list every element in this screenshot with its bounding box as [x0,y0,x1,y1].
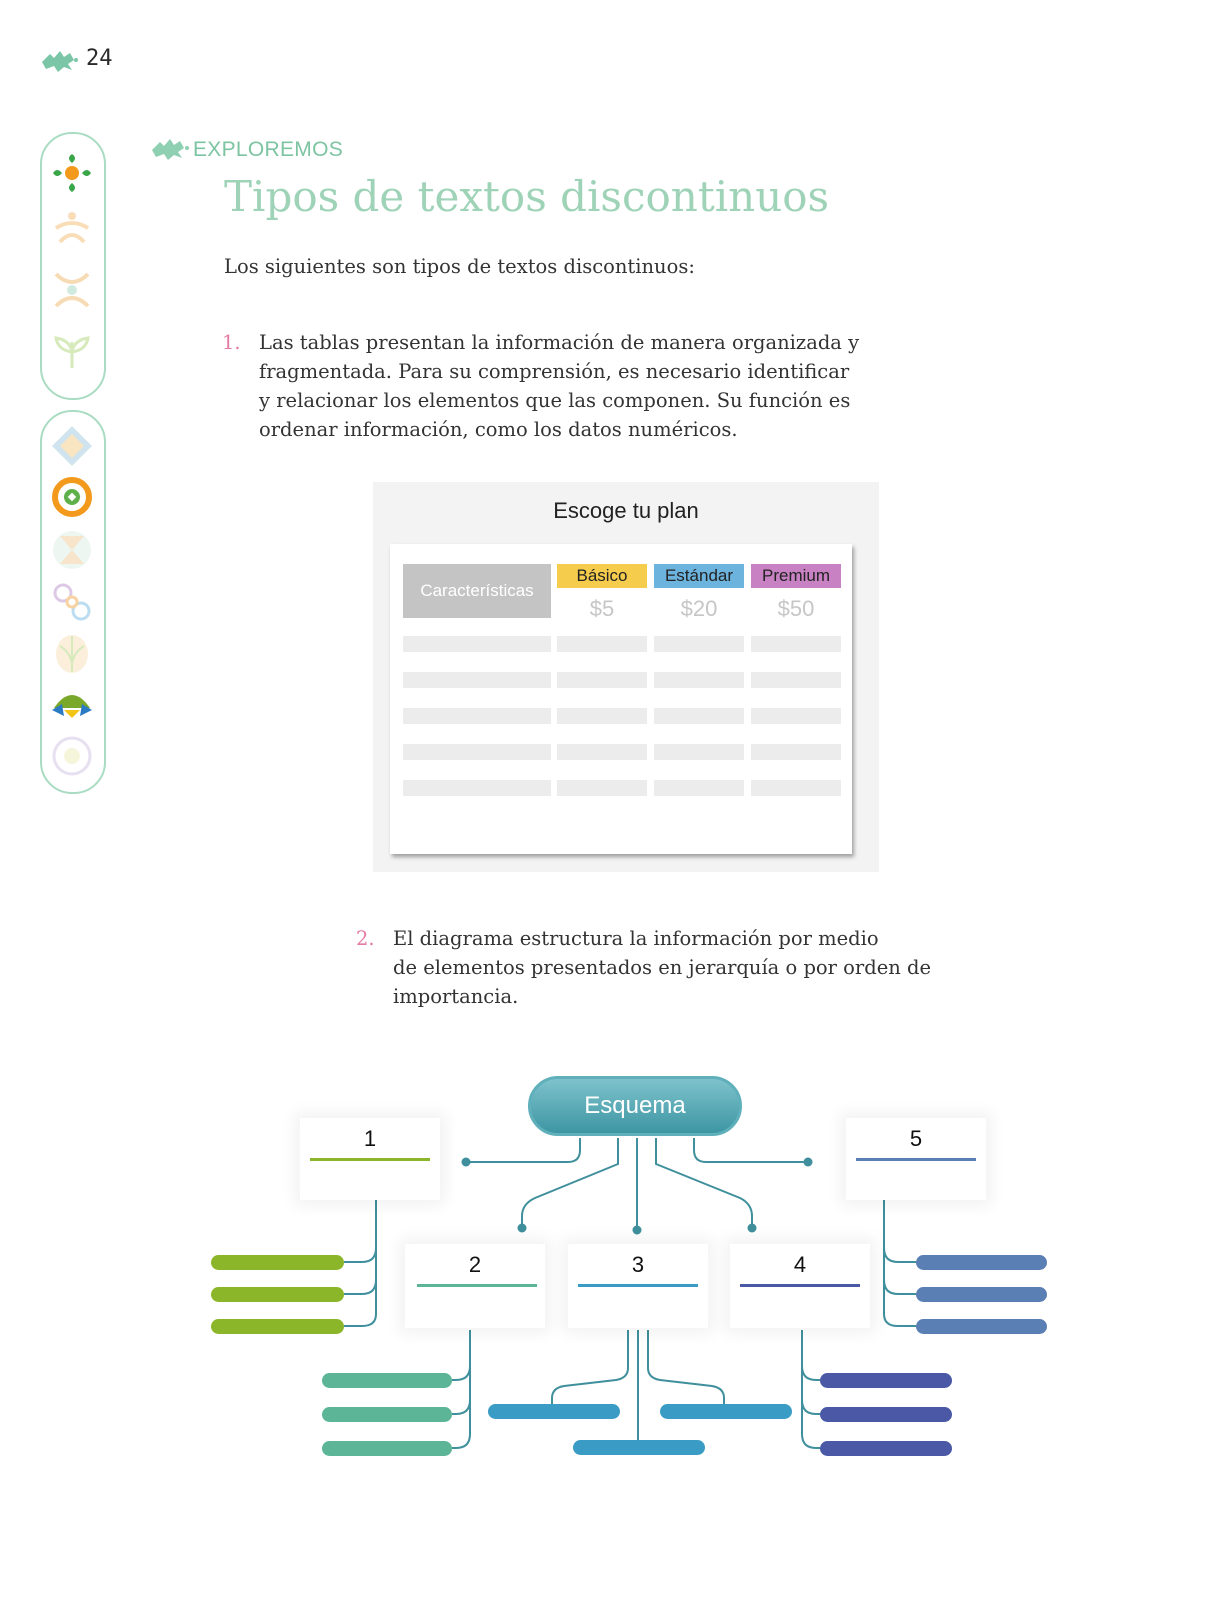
node-label: 3 [631,1252,645,1277]
section-label: EXPLOREMOS [193,138,344,161]
node-3-bar [573,1440,705,1455]
plan-price-premium: $50 [777,596,815,621]
node-underline [740,1284,860,1287]
plan-header-estandar: Estándar [654,564,744,588]
node-4-bar [820,1373,952,1388]
node-4-bar [820,1407,952,1422]
page-title: Tipos de textos discontinuos [224,172,830,221]
node-3-bar [488,1404,620,1419]
node-5-bar [916,1255,1047,1270]
page-number: 24 [86,46,113,71]
node-underline [578,1284,698,1287]
node-3-bar [660,1404,792,1419]
node-underline [856,1158,976,1161]
text-line: y relacionar los elementos que las componen. Su función es [259,389,851,412]
node-label: 5 [909,1126,923,1151]
node-2-bar [322,1407,452,1422]
intro-text: Los siguientes son tipos de textos discontinuos: [224,255,695,278]
text-line: de elementos presentados en jerarquía o por orden de [393,956,932,979]
node-5-bar [916,1319,1047,1334]
node-1-bar [211,1255,344,1270]
node-underline [417,1284,537,1287]
plan-table-title: Escoge tu plan [553,498,699,523]
diagram-node-2 [405,1244,545,1328]
node-5-bar [916,1287,1047,1302]
node-label: 4 [793,1252,807,1277]
node-4-bar [820,1441,952,1456]
text-line: El diagrama estructura la información por medio [393,927,879,950]
node-underline [310,1158,430,1161]
text-line: importancia. [393,985,519,1008]
list-item-number: 1. [222,331,241,354]
plan-price-estandar: $20 [680,596,718,621]
node-label: 2 [468,1252,482,1277]
diagram-node-1 [300,1118,440,1200]
list-item-number: 2. [356,927,375,950]
node-1-bar [211,1287,344,1302]
text-line: Las tablas presentan la información de manera organizada y [259,331,860,354]
node-1-bar [211,1319,344,1334]
node-label: 1 [363,1126,377,1151]
plan-header-basico: Básico [557,564,647,588]
diagram-node-4 [730,1244,870,1328]
node-2-bar [322,1441,452,1456]
node-2-bar [322,1373,452,1388]
plan-price-basico: $5 [589,596,615,621]
text-line: fragmentada. Para su comprensión, es necesario identificar [259,360,850,383]
text-line: ordenar información, como los datos numéricos. [259,418,738,441]
diagram-node-5 [846,1118,986,1200]
features-header: Características [403,564,551,618]
plan-header-premium: Premium [751,564,841,588]
diagram-node-3 [568,1244,708,1328]
diagram-root: Esquema [528,1076,742,1136]
